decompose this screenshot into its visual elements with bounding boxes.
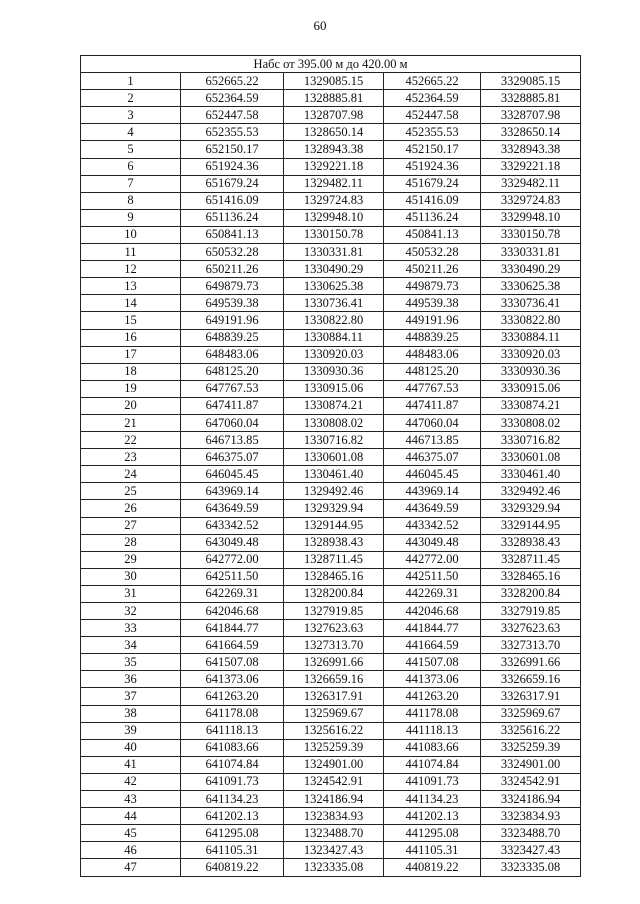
y-coordinate-cell: 1329482.11: [284, 175, 384, 192]
x-coordinate-cell: 652355.53: [181, 124, 284, 141]
y2-coordinate-cell: 3329482.11: [481, 175, 581, 192]
table-row: [81, 534, 581, 551]
table-row: [81, 124, 581, 141]
x-coordinate-cell: 647767.53: [181, 380, 284, 397]
y-coordinate-cell: 1329724.83: [284, 192, 384, 209]
y-coordinate-cell: 1323427.43: [284, 842, 384, 859]
table-row: [81, 517, 581, 534]
point-number-cell: 4: [81, 124, 181, 141]
x2-coordinate-cell: 441134.23: [384, 791, 481, 808]
point-number-cell: 15: [81, 312, 181, 329]
x2-coordinate-cell: 441664.59: [384, 637, 481, 654]
x2-coordinate-cell: 452364.59: [384, 90, 481, 107]
y2-coordinate-cell: 3330808.02: [481, 414, 581, 431]
point-number-cell: 17: [81, 346, 181, 363]
y2-coordinate-cell: 3330930.36: [481, 363, 581, 380]
x2-coordinate-cell: 450532.28: [384, 244, 481, 261]
y-coordinate-cell: 1326659.16: [284, 671, 384, 688]
y-coordinate-cell: 1330920.03: [284, 346, 384, 363]
table-row: [81, 90, 581, 107]
y-coordinate-cell: 1330930.36: [284, 363, 384, 380]
y2-coordinate-cell: 3324901.00: [481, 756, 581, 773]
x-coordinate-cell: 646713.85: [181, 432, 284, 449]
x-coordinate-cell: 642269.31: [181, 585, 284, 602]
table-row: [81, 637, 581, 654]
point-number-cell: 34: [81, 637, 181, 654]
table-title-row: [81, 56, 581, 73]
y-coordinate-cell: 1328943.38: [284, 141, 384, 158]
x-coordinate-cell: 652447.58: [181, 107, 284, 124]
y-coordinate-cell: 1330736.41: [284, 295, 384, 312]
point-number-cell: 1: [81, 73, 181, 90]
y-coordinate-cell: 1329492.46: [284, 483, 384, 500]
x-coordinate-cell: 650841.13: [181, 226, 284, 243]
y2-coordinate-cell: 3329492.46: [481, 483, 581, 500]
x-coordinate-cell: 651136.24: [181, 209, 284, 226]
y-coordinate-cell: 1328200.84: [284, 585, 384, 602]
point-number-cell: 26: [81, 500, 181, 517]
x2-coordinate-cell: 442511.50: [384, 568, 481, 585]
y2-coordinate-cell: 3329724.83: [481, 192, 581, 209]
x-coordinate-cell: 641202.13: [181, 808, 284, 825]
table-row: [81, 654, 581, 671]
y-coordinate-cell: 1329221.18: [284, 158, 384, 175]
x-coordinate-cell: 648839.25: [181, 329, 284, 346]
y2-coordinate-cell: 3327623.63: [481, 620, 581, 637]
table-row: [81, 380, 581, 397]
table-row: [81, 363, 581, 380]
y2-coordinate-cell: 3328465.16: [481, 568, 581, 585]
x2-coordinate-cell: 451416.09: [384, 192, 481, 209]
y2-coordinate-cell: 3327919.85: [481, 603, 581, 620]
x2-coordinate-cell: 441083.66: [384, 739, 481, 756]
x2-coordinate-cell: 441105.31: [384, 842, 481, 859]
point-number-cell: 14: [81, 295, 181, 312]
point-number-cell: 24: [81, 466, 181, 483]
x-coordinate-cell: 647060.04: [181, 414, 284, 431]
table-row: [81, 483, 581, 500]
x2-coordinate-cell: 441373.06: [384, 671, 481, 688]
y2-coordinate-cell: 3328885.81: [481, 90, 581, 107]
x2-coordinate-cell: 448839.25: [384, 329, 481, 346]
y-coordinate-cell: 1325259.39: [284, 739, 384, 756]
table-row: [81, 175, 581, 192]
x-coordinate-cell: 641178.08: [181, 705, 284, 722]
point-number-cell: 33: [81, 620, 181, 637]
y-coordinate-cell: 1328938.43: [284, 534, 384, 551]
x-coordinate-cell: 646375.07: [181, 449, 284, 466]
y2-coordinate-cell: 3330736.41: [481, 295, 581, 312]
x2-coordinate-cell: 447767.53: [384, 380, 481, 397]
x-coordinate-cell: 641844.77: [181, 620, 284, 637]
y2-coordinate-cell: 3330920.03: [481, 346, 581, 363]
x-coordinate-cell: 642511.50: [181, 568, 284, 585]
point-number-cell: 41: [81, 756, 181, 773]
y2-coordinate-cell: 3323335.08: [481, 859, 581, 876]
y-coordinate-cell: 1324542.91: [284, 773, 384, 790]
y-coordinate-cell: 1330331.81: [284, 244, 384, 261]
y-coordinate-cell: 1327313.70: [284, 637, 384, 654]
table-row: [81, 585, 581, 602]
x-coordinate-cell: 652150.17: [181, 141, 284, 158]
point-number-cell: 30: [81, 568, 181, 585]
x-coordinate-cell: 649539.38: [181, 295, 284, 312]
y-coordinate-cell: 1329085.15: [284, 73, 384, 90]
x-coordinate-cell: 650532.28: [181, 244, 284, 261]
y-coordinate-cell: 1328885.81: [284, 90, 384, 107]
y-coordinate-cell: 1324901.00: [284, 756, 384, 773]
x-coordinate-cell: 643969.14: [181, 483, 284, 500]
x-coordinate-cell: 641263.20: [181, 688, 284, 705]
y2-coordinate-cell: 3330150.78: [481, 226, 581, 243]
x-coordinate-cell: 642046.68: [181, 603, 284, 620]
y2-coordinate-cell: 3325616.22: [481, 722, 581, 739]
x2-coordinate-cell: 448483.06: [384, 346, 481, 363]
table-row: [81, 73, 581, 90]
x2-coordinate-cell: 441178.08: [384, 705, 481, 722]
y-coordinate-cell: 1328465.16: [284, 568, 384, 585]
x2-coordinate-cell: 441295.08: [384, 825, 481, 842]
y2-coordinate-cell: 3330874.21: [481, 397, 581, 414]
table-row: [81, 244, 581, 261]
y-coordinate-cell: 1328707.98: [284, 107, 384, 124]
table-row: [81, 808, 581, 825]
y2-coordinate-cell: 3328650.14: [481, 124, 581, 141]
x-coordinate-cell: 643049.48: [181, 534, 284, 551]
x2-coordinate-cell: 447411.87: [384, 397, 481, 414]
table-row: [81, 791, 581, 808]
x2-coordinate-cell: 451136.24: [384, 209, 481, 226]
y2-coordinate-cell: 3328707.98: [481, 107, 581, 124]
x2-coordinate-cell: 441844.77: [384, 620, 481, 637]
y-coordinate-cell: 1329144.95: [284, 517, 384, 534]
point-number-cell: 38: [81, 705, 181, 722]
point-number-cell: 32: [81, 603, 181, 620]
x2-coordinate-cell: 448125.20: [384, 363, 481, 380]
point-number-cell: 42: [81, 773, 181, 790]
table-row: [81, 107, 581, 124]
x-coordinate-cell: 641134.23: [181, 791, 284, 808]
point-number-cell: 23: [81, 449, 181, 466]
x2-coordinate-cell: 451679.24: [384, 175, 481, 192]
point-number-cell: 43: [81, 791, 181, 808]
x2-coordinate-cell: 442772.00: [384, 551, 481, 568]
x2-coordinate-cell: 446713.85: [384, 432, 481, 449]
y-coordinate-cell: 1325969.67: [284, 705, 384, 722]
coordinates-table-body: [81, 56, 581, 877]
table-row: [81, 859, 581, 876]
table-row: [81, 141, 581, 158]
point-number-cell: 6: [81, 158, 181, 175]
y2-coordinate-cell: 3324542.91: [481, 773, 581, 790]
point-number-cell: 39: [81, 722, 181, 739]
y2-coordinate-cell: 3325259.39: [481, 739, 581, 756]
table-row: [81, 346, 581, 363]
x-coordinate-cell: 640819.22: [181, 859, 284, 876]
x2-coordinate-cell: 442269.31: [384, 585, 481, 602]
table-row: [81, 842, 581, 859]
y2-coordinate-cell: 3330601.08: [481, 449, 581, 466]
y-coordinate-cell: 1323834.93: [284, 808, 384, 825]
table-row: [81, 466, 581, 483]
point-number-cell: 18: [81, 363, 181, 380]
x-coordinate-cell: 651679.24: [181, 175, 284, 192]
x-coordinate-cell: 647411.87: [181, 397, 284, 414]
y2-coordinate-cell: 3329144.95: [481, 517, 581, 534]
x-coordinate-cell: 646045.45: [181, 466, 284, 483]
table-row: [81, 432, 581, 449]
y-coordinate-cell: 1324186.94: [284, 791, 384, 808]
point-number-cell: 47: [81, 859, 181, 876]
table-row: [81, 739, 581, 756]
y-coordinate-cell: 1328650.14: [284, 124, 384, 141]
point-number-cell: 9: [81, 209, 181, 226]
y2-coordinate-cell: 3329948.10: [481, 209, 581, 226]
point-number-cell: 28: [81, 534, 181, 551]
y-coordinate-cell: 1330150.78: [284, 226, 384, 243]
x2-coordinate-cell: 441507.08: [384, 654, 481, 671]
table-row: [81, 226, 581, 243]
x-coordinate-cell: 643649.59: [181, 500, 284, 517]
table-row: [81, 551, 581, 568]
y-coordinate-cell: 1330874.21: [284, 397, 384, 414]
y2-coordinate-cell: 3326991.66: [481, 654, 581, 671]
table-row: [81, 209, 581, 226]
point-number-cell: 12: [81, 261, 181, 278]
y-coordinate-cell: 1330601.08: [284, 449, 384, 466]
table-row: [81, 705, 581, 722]
x-coordinate-cell: 650211.26: [181, 261, 284, 278]
point-number-cell: 10: [81, 226, 181, 243]
y-coordinate-cell: 1329329.94: [284, 500, 384, 517]
x2-coordinate-cell: 450841.13: [384, 226, 481, 243]
x-coordinate-cell: 649191.96: [181, 312, 284, 329]
table-row: [81, 756, 581, 773]
y2-coordinate-cell: 3328711.45: [481, 551, 581, 568]
point-number-cell: 40: [81, 739, 181, 756]
x2-coordinate-cell: 451924.36: [384, 158, 481, 175]
table-row: [81, 688, 581, 705]
point-number-cell: 11: [81, 244, 181, 261]
x-coordinate-cell: 641083.66: [181, 739, 284, 756]
x2-coordinate-cell: 442046.68: [384, 603, 481, 620]
table-row: [81, 500, 581, 517]
x2-coordinate-cell: 443649.59: [384, 500, 481, 517]
table-row: [81, 603, 581, 620]
x-coordinate-cell: 641105.31: [181, 842, 284, 859]
y2-coordinate-cell: 3330490.29: [481, 261, 581, 278]
y-coordinate-cell: 1323488.70: [284, 825, 384, 842]
y2-coordinate-cell: 3330625.38: [481, 278, 581, 295]
table-row: [81, 568, 581, 585]
y-coordinate-cell: 1330884.11: [284, 329, 384, 346]
point-number-cell: 45: [81, 825, 181, 842]
point-number-cell: 35: [81, 654, 181, 671]
x2-coordinate-cell: 441202.13: [384, 808, 481, 825]
y2-coordinate-cell: 3329085.15: [481, 73, 581, 90]
point-number-cell: 13: [81, 278, 181, 295]
y2-coordinate-cell: 3329221.18: [481, 158, 581, 175]
table-row: [81, 671, 581, 688]
point-number-cell: 8: [81, 192, 181, 209]
y-coordinate-cell: 1326317.91: [284, 688, 384, 705]
y2-coordinate-cell: 3323488.70: [481, 825, 581, 842]
y-coordinate-cell: 1330808.02: [284, 414, 384, 431]
x2-coordinate-cell: 441263.20: [384, 688, 481, 705]
x-coordinate-cell: 649879.73: [181, 278, 284, 295]
y-coordinate-cell: 1326991.66: [284, 654, 384, 671]
point-number-cell: 19: [81, 380, 181, 397]
point-number-cell: 16: [81, 329, 181, 346]
x2-coordinate-cell: 440819.22: [384, 859, 481, 876]
y2-coordinate-cell: 3324186.94: [481, 791, 581, 808]
point-number-cell: 27: [81, 517, 181, 534]
x2-coordinate-cell: 443049.48: [384, 534, 481, 551]
y2-coordinate-cell: 3330915.06: [481, 380, 581, 397]
point-number-cell: 29: [81, 551, 181, 568]
point-number-cell: 46: [81, 842, 181, 859]
y2-coordinate-cell: 3326659.16: [481, 671, 581, 688]
y-coordinate-cell: 1330490.29: [284, 261, 384, 278]
y2-coordinate-cell: 3330716.82: [481, 432, 581, 449]
table-row: [81, 295, 581, 312]
y2-coordinate-cell: 3330461.40: [481, 466, 581, 483]
y2-coordinate-cell: 3327313.70: [481, 637, 581, 654]
x-coordinate-cell: 641118.13: [181, 722, 284, 739]
table-row: [81, 773, 581, 790]
x-coordinate-cell: 641295.08: [181, 825, 284, 842]
y-coordinate-cell: 1330915.06: [284, 380, 384, 397]
point-number-cell: 21: [81, 414, 181, 431]
x2-coordinate-cell: 450211.26: [384, 261, 481, 278]
y2-coordinate-cell: 3323427.43: [481, 842, 581, 859]
x-coordinate-cell: 642772.00: [181, 551, 284, 568]
point-number-cell: 44: [81, 808, 181, 825]
x-coordinate-cell: 652364.59: [181, 90, 284, 107]
table-row: [81, 158, 581, 175]
x-coordinate-cell: 641091.73: [181, 773, 284, 790]
x-coordinate-cell: 651416.09: [181, 192, 284, 209]
y-coordinate-cell: 1330625.38: [284, 278, 384, 295]
table-row: [81, 192, 581, 209]
y2-coordinate-cell: 3328938.43: [481, 534, 581, 551]
x2-coordinate-cell: 446045.45: [384, 466, 481, 483]
x-coordinate-cell: 651924.36: [181, 158, 284, 175]
y2-coordinate-cell: 3328200.84: [481, 585, 581, 602]
x2-coordinate-cell: 443342.52: [384, 517, 481, 534]
table-row: [81, 278, 581, 295]
x2-coordinate-cell: 449539.38: [384, 295, 481, 312]
y-coordinate-cell: 1327623.63: [284, 620, 384, 637]
table-title: Набс от 395.00 м до 420.00 м: [81, 56, 581, 73]
y2-coordinate-cell: 3325969.67: [481, 705, 581, 722]
table-row: [81, 620, 581, 637]
y-coordinate-cell: 1330461.40: [284, 466, 384, 483]
x2-coordinate-cell: 443969.14: [384, 483, 481, 500]
table-row: [81, 312, 581, 329]
x-coordinate-cell: 643342.52: [181, 517, 284, 534]
y2-coordinate-cell: 3330884.11: [481, 329, 581, 346]
point-number-cell: 5: [81, 141, 181, 158]
point-number-cell: 22: [81, 432, 181, 449]
table-row: [81, 261, 581, 278]
point-number-cell: 37: [81, 688, 181, 705]
table-row: [81, 825, 581, 842]
x-coordinate-cell: 641507.08: [181, 654, 284, 671]
x2-coordinate-cell: 452150.17: [384, 141, 481, 158]
point-number-cell: 36: [81, 671, 181, 688]
x-coordinate-cell: 648483.06: [181, 346, 284, 363]
point-number-cell: 31: [81, 585, 181, 602]
point-number-cell: 25: [81, 483, 181, 500]
x2-coordinate-cell: 441091.73: [384, 773, 481, 790]
x2-coordinate-cell: 441074.84: [384, 756, 481, 773]
y-coordinate-cell: 1327919.85: [284, 603, 384, 620]
y-coordinate-cell: 1325616.22: [284, 722, 384, 739]
x-coordinate-cell: 641074.84: [181, 756, 284, 773]
table-row: [81, 414, 581, 431]
x2-coordinate-cell: 447060.04: [384, 414, 481, 431]
y-coordinate-cell: 1330716.82: [284, 432, 384, 449]
y-coordinate-cell: 1328711.45: [284, 551, 384, 568]
x-coordinate-cell: 652665.22: [181, 73, 284, 90]
point-number-cell: 20: [81, 397, 181, 414]
y2-coordinate-cell: 3326317.91: [481, 688, 581, 705]
x2-coordinate-cell: 452665.22: [384, 73, 481, 90]
x2-coordinate-cell: 449879.73: [384, 278, 481, 295]
table-row: [81, 397, 581, 414]
table-row: [81, 329, 581, 346]
y2-coordinate-cell: 3328943.38: [481, 141, 581, 158]
y2-coordinate-cell: 3323834.93: [481, 808, 581, 825]
point-number-cell: 3: [81, 107, 181, 124]
x2-coordinate-cell: 452447.58: [384, 107, 481, 124]
y2-coordinate-cell: 3330822.80: [481, 312, 581, 329]
x2-coordinate-cell: 446375.07: [384, 449, 481, 466]
x2-coordinate-cell: 441118.13: [384, 722, 481, 739]
table-row: [81, 449, 581, 466]
x2-coordinate-cell: 449191.96: [384, 312, 481, 329]
y-coordinate-cell: 1323335.08: [284, 859, 384, 876]
page-number: 60: [313, 18, 327, 33]
x2-coordinate-cell: 452355.53: [384, 124, 481, 141]
point-number-cell: 2: [81, 90, 181, 107]
coordinates-table: [80, 55, 581, 877]
x-coordinate-cell: 648125.20: [181, 363, 284, 380]
table-row: [81, 722, 581, 739]
y2-coordinate-cell: 3329329.94: [481, 500, 581, 517]
y-coordinate-cell: 1330822.80: [284, 312, 384, 329]
point-number-cell: 7: [81, 175, 181, 192]
x-coordinate-cell: 641373.06: [181, 671, 284, 688]
y2-coordinate-cell: 3330331.81: [481, 244, 581, 261]
x-coordinate-cell: 641664.59: [181, 637, 284, 654]
y-coordinate-cell: 1329948.10: [284, 209, 384, 226]
